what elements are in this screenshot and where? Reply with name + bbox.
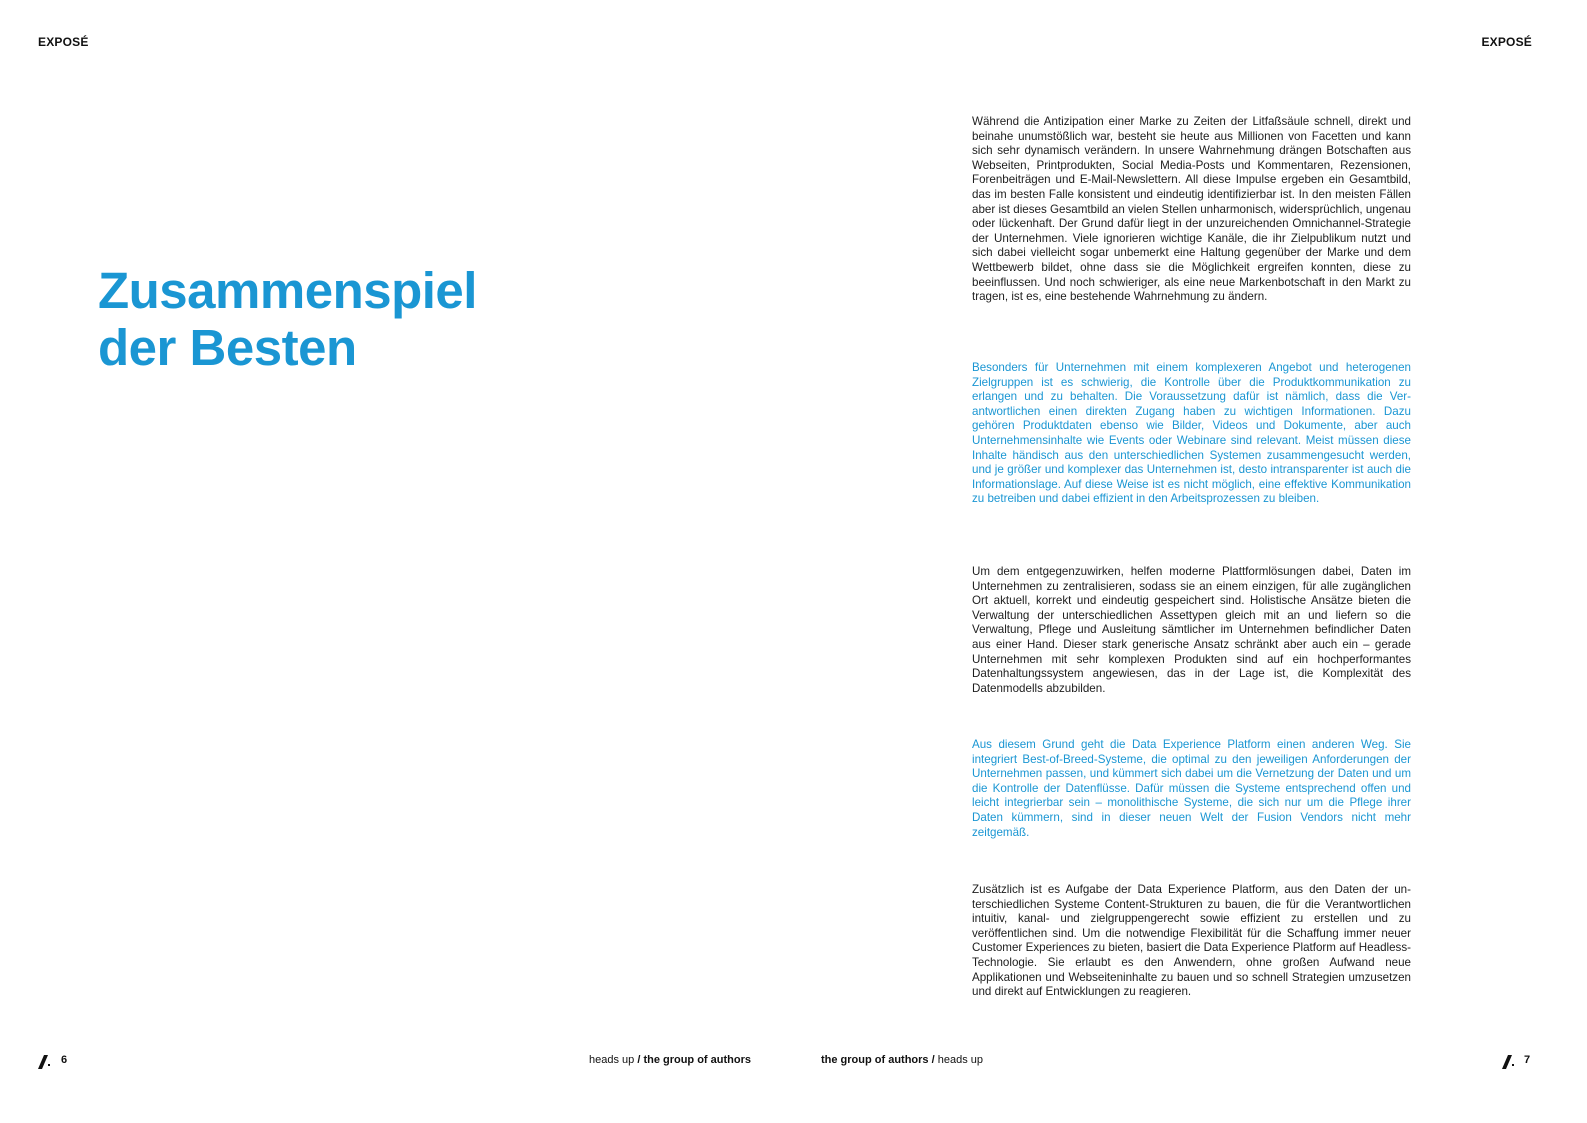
footer-authors-left: the group of authors (643, 1054, 751, 1066)
body-paragraph-4: Aus diesem Grund geht die Data Experience Platform einen anderen Weg. Sie integriert Best-of-Breed-Systeme, die optimal zu den jeweiligen Anforderungen der Unternehmen passen, und kümmert sich dabei um die Vernetzung der Daten und um die Kontrolle der Datenflüsse. Dafür müssen die Systeme entsprechend offen und leicht integrierbar sein – monolithische Systeme, die sich nur um die Pflege ihrer Daten kümmern, sind in dieser neuen Welt der Fusion Vendors nicht mehr zeitgemäß. (972, 738, 1411, 839)
slash-logo-icon (38, 1055, 52, 1069)
page-number-left: 6 (61, 1054, 68, 1066)
section-label-right: EXPOSÉ (1481, 35, 1532, 49)
body-paragraph-2: Besonders für Unternehmen mit einem komplexeren Angebot und heterogenen Zielgruppen ist es schwierig, die Kontrolle über die Produktkommunikation zu erlangen und zu behalten. Die Voraussetzung dafür ist nämlich, dass die Verantwortlichen einen direkten Zugang haben zu wichtigen Informationen. Dazu gehören Produktdaten ebenso wie Bilder, Videos und Dokumente, aber auch Unternehmensinhalte wie Events oder Webinare sind relevant. Meist müssen diese Inhalte händisch aus den unterschiedlichen Systemen zusammengesucht werden, und je größer und komplexer das Unternehmen ist, desto intransparenter ist auch die Informationslage. Auf diese Weise ist es nicht möglich, eine effektive Kommunikation zu betreiben und dabei effizient in den Arbeitsprozessen zu bleiben. (972, 361, 1411, 506)
footer-authors-right: the group of authors (821, 1054, 929, 1066)
footer-credit-left (589, 1054, 751, 1066)
body-paragraph-3: Um dem entgegenzuwirken, helfen moderne Plattformlösungen dabei, Daten im Unternehmen zu zentralisieren, sodass sie an einem einzigen, für alle zugänglichen Ort aktuell, korrekt und eindeutig gespeichert sind. Holistische Ansätze bieten die Verwaltung der unterschiedlichen Assettypen gleich mit an und liefern so die Verwaltung, Pflege und Ausleitung sämtlicher im Unternehmen befindlicher Daten aus einer Hand. Dieser stark generische Ansatz schränkt aber auch ein – gerade Unternehmen mit sehr komplexen Produkten sind auf ein hochperformantes Datenhaltungssystem angewiesen, das in der Lage ist, die Komplexität des Datenmodells abzubilden. (972, 565, 1411, 695)
footer-publication-right: heads up (937, 1054, 983, 1066)
headline-line-1: Zusammenspiel (98, 262, 477, 319)
section-label-left: EXPOSÉ (38, 35, 89, 49)
headline (98, 262, 477, 376)
footer-separator-left: / (634, 1054, 644, 1066)
body-paragraph-5: Zusätzlich ist es Aufgabe der Data Experience Platform, aus den Daten der unterschiedlichen Systeme Content-Strukturen zu bauen, die für die Verantwortlichen intuitiv, kanal- und zielgruppengerecht sowie effizient zu erstellen und zu veröffentlichen sind. Um die notwendige Flexibilität für die Schaffung immer neuer Customer Experiences zu bieten, basiert die Data Experience Platform auf Headless-Technologie. Sie erlaubt es den Anwendern, ohne großen Aufwand neue Applikationen und Webseiteninhalte zu bauen und so schnell Strategien umzusetzen und direkt auf Entwicklungen zu reagieren. (972, 883, 1411, 999)
footer-separator-right: / (928, 1054, 938, 1066)
footer-credit-right (821, 1054, 983, 1066)
body-paragraph-1: Während die Antizipation einer Marke zu Zeiten der Litfaßsäule schnell, direkt und beinahe unumstößlich war, besteht sie heute aus Millionen von Facetten und kann sich sehr dynamisch verändern. In unsere Wahrnehmung drängen Botschaften aus Webseiten, Printprodukten, Social Media-Posts und Kommentaren, Rezensionen, Forenbeiträgen und E-Mail-Newslettern. All diese Impulse ergeben ein Gesamtbild, das im besten Falle konsistent und eindeutig identifizierbar ist. In den meisten Fällen aber ist dieses Gesamtbild an vielen Stellen unharmonisch, widersprüchlich, ungenau oder lückenhaft. Der Grund dafür liegt in der unzureichenden Omnichannel-Strategie der Unternehmen. Viele ignorieren wichtige Kanäle, die ihr Zielpublikum nutzt und sich dabei vielleicht sogar unbemerkt eine Haltung gegenüber der Marke und dem Wettbewerb bildet, ohne dass sie die Möglichkeit ergreifen konnten, diese zu beeinflussen. Und noch schwieriger, als eine neue Markenbotschaft in den Markt zu tragen, ist es, eine bestehende Wahrnehmung zu ändern. (972, 115, 1411, 304)
slash-logo-icon (1502, 1055, 1516, 1069)
headline-line-2: der Besten (98, 319, 357, 376)
footer-publication-left: heads up (589, 1054, 635, 1066)
page-number-right: 7 (1524, 1054, 1531, 1066)
